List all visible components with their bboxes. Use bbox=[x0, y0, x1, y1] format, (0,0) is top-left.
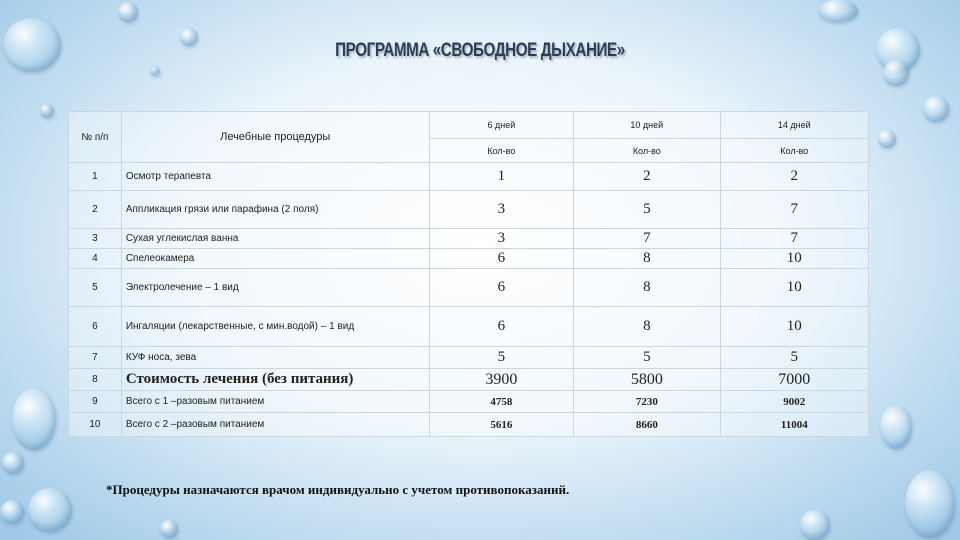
qty-value: 10 bbox=[720, 269, 868, 307]
table-row bbox=[69, 307, 869, 347]
cost-value: 7000 bbox=[720, 369, 868, 391]
qty-value: 10 bbox=[720, 249, 868, 269]
table-row bbox=[69, 391, 869, 413]
table-row bbox=[69, 347, 869, 369]
row-number: 6 bbox=[69, 307, 122, 347]
water-drop bbox=[905, 470, 955, 538]
qty-value: 7 bbox=[720, 229, 868, 249]
qty-value: 5 bbox=[574, 347, 720, 369]
row-number: 1 bbox=[69, 163, 122, 191]
procedure-name: Сухая углекислая ванна bbox=[121, 229, 429, 249]
qty-value: 2 bbox=[574, 163, 720, 191]
table-row bbox=[69, 413, 869, 437]
procedure-name: КУФ носа, зева bbox=[121, 347, 429, 369]
water-drop bbox=[2, 452, 24, 474]
water-drop bbox=[40, 104, 54, 118]
procedure-name: Стоимость лечения (без питания) bbox=[121, 369, 429, 391]
total-value: 9002 bbox=[720, 391, 868, 413]
table-row bbox=[69, 369, 869, 391]
header-qty: Кол-во bbox=[720, 139, 868, 163]
procedure-name: Всего с 2 –разовым питанием bbox=[121, 413, 429, 437]
procedure-name: Аппликация грязи или парафина (2 поля) bbox=[121, 191, 429, 229]
water-drop bbox=[878, 130, 896, 148]
qty-value: 3 bbox=[429, 229, 573, 249]
water-drop bbox=[28, 488, 72, 532]
footnote: *Процедуры назначаются врачом индивидуально с учетом противопоказаний. bbox=[106, 482, 570, 497]
row-number: 3 bbox=[69, 229, 122, 249]
procedure-name: Осмотр терапевта bbox=[121, 163, 429, 191]
cost-value: 3900 bbox=[429, 369, 573, 391]
header-procedures: Лечебные процедуры bbox=[121, 112, 429, 163]
total-value: 5616 bbox=[429, 413, 573, 437]
water-drop bbox=[118, 2, 138, 22]
procedure-name: Всего с 1 –разовым питанием bbox=[121, 391, 429, 413]
total-value: 7230 bbox=[574, 391, 720, 413]
header-qty: Кол-во bbox=[429, 139, 573, 163]
procedure-name: Ингаляции (лекарственные, с мин.водой) – 1 вид bbox=[121, 307, 429, 347]
program-table bbox=[68, 111, 869, 437]
page-title: ПРОГРАММА «СВОБОДНОЕ ДЫХАНИЕ» bbox=[335, 40, 625, 61]
header-duration: 10 дней bbox=[574, 112, 720, 139]
total-value: 8660 bbox=[574, 413, 720, 437]
water-drop bbox=[923, 96, 949, 122]
qty-value: 7 bbox=[574, 229, 720, 249]
water-drop bbox=[3, 18, 61, 72]
qty-value: 8 bbox=[574, 269, 720, 307]
water-drop bbox=[883, 60, 909, 86]
qty-value: 8 bbox=[574, 249, 720, 269]
qty-value: 1 bbox=[429, 163, 573, 191]
row-number: 4 bbox=[69, 249, 122, 269]
qty-value: 3 bbox=[429, 191, 573, 229]
qty-value: 6 bbox=[429, 307, 573, 347]
total-value: 11004 bbox=[720, 413, 868, 437]
water-drop bbox=[12, 388, 56, 450]
qty-value: 5 bbox=[720, 347, 868, 369]
row-number: 8 bbox=[69, 369, 122, 391]
header-duration: 6 дней bbox=[429, 112, 573, 139]
qty-value: 5 bbox=[429, 347, 573, 369]
row-number: 2 bbox=[69, 191, 122, 229]
header-duration: 14 дней bbox=[720, 112, 868, 139]
table-row bbox=[69, 163, 869, 191]
cost-value: 5800 bbox=[574, 369, 720, 391]
water-drop bbox=[818, 0, 858, 22]
water-drop bbox=[880, 405, 912, 449]
procedure-name: Спелеокамера bbox=[121, 249, 429, 269]
total-value: 4758 bbox=[429, 391, 573, 413]
water-drop bbox=[800, 510, 830, 540]
water-drop bbox=[0, 500, 24, 524]
qty-value: 10 bbox=[720, 307, 868, 347]
header-number: № п/п bbox=[69, 112, 122, 163]
table-row bbox=[69, 249, 869, 269]
water-drop bbox=[160, 520, 178, 538]
qty-value: 8 bbox=[574, 307, 720, 347]
qty-value: 5 bbox=[574, 191, 720, 229]
qty-value: 2 bbox=[720, 163, 868, 191]
row-number: 10 bbox=[69, 413, 122, 437]
qty-value: 6 bbox=[429, 249, 573, 269]
table-row bbox=[69, 269, 869, 307]
procedure-name: Электролечение – 1 вид bbox=[121, 269, 429, 307]
row-number: 7 bbox=[69, 347, 122, 369]
table-row bbox=[69, 229, 869, 249]
qty-value: 6 bbox=[429, 269, 573, 307]
water-drop bbox=[150, 66, 160, 76]
row-number: 5 bbox=[69, 269, 122, 307]
row-number: 9 bbox=[69, 391, 122, 413]
qty-value: 7 bbox=[720, 191, 868, 229]
table-row bbox=[69, 191, 869, 229]
header-qty: Кол-во bbox=[574, 139, 720, 163]
